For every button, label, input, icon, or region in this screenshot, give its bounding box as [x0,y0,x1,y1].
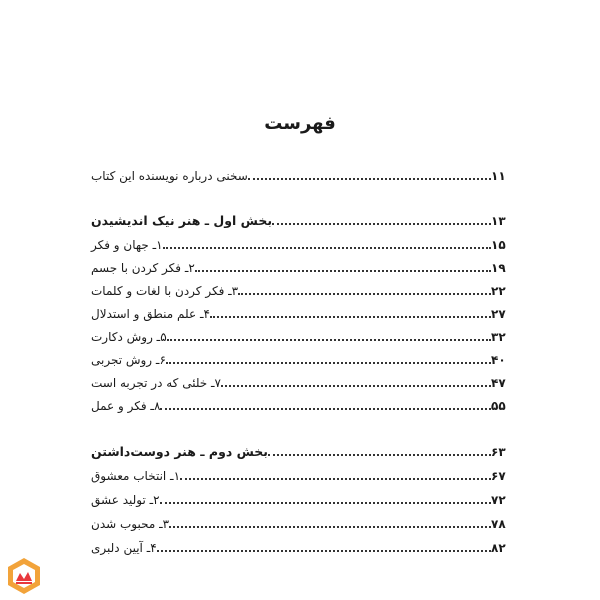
dot-leader [268,454,491,456]
toc-entry-label: ۱ـ جهان و فکر [91,238,163,252]
dot-leader [248,178,491,180]
dot-leader [157,550,491,552]
toc-entry[interactable] [88,534,528,556]
toc-entry-page: ۵۵ [491,399,506,413]
toc-entry-page: ۴۷ [491,376,506,390]
toc-entry-page: ۲۲ [491,284,506,298]
dot-leader [238,293,491,295]
toc-entry-label: ۸ـ فکر و عمل [91,399,161,413]
dot-leader [163,247,491,249]
toc-entry-page: ۸۲ [491,541,506,555]
dot-leader [167,339,491,341]
toc-entry-page: ۱۵ [491,238,506,252]
toc-entry-label: ۳ـ محبوب شدن [91,517,170,531]
toc-entry-page: ۷۲ [491,493,506,507]
dot-leader [166,362,491,364]
toc-entry-intro[interactable] [88,162,528,184]
toc-entry[interactable] [88,323,528,345]
toc-entry-label: ۷ـ خلئی که در تجربه است [91,376,221,390]
toc-entry-label: ۴ـ آیین دلبری [91,541,157,555]
dot-leader [272,223,491,225]
toc-entry-page: ۲۷ [491,307,506,321]
toc-entry-page: ۶۳ [491,445,506,459]
toc-entry[interactable] [88,300,528,322]
toc-entry-page: ۱۱ [491,169,506,183]
toc-entry-label: ۲ـ فکر کردن با جسم [91,261,195,275]
toc-entry[interactable] [88,486,528,508]
toc-entry-label: ۲ـ تولید عشق [91,493,160,507]
toc-section-part1[interactable] [88,207,528,229]
toc-entry-page: ۴۰ [491,353,506,367]
toc-entry[interactable] [88,277,528,299]
toc-entry[interactable] [88,392,528,414]
toc-entry-label: سخنی درباره نویسنده این کتاب [91,169,248,183]
toc-entry-label: ۶ـ روش تجربی [91,353,166,367]
dot-leader [160,502,491,504]
dot-leader [195,270,491,272]
toc-entry-label: ۴ـ علم منطق و استدلال [91,307,210,321]
toc-entry[interactable] [88,231,528,253]
toc-section-part2[interactable] [88,438,528,460]
toc-entry[interactable] [88,346,528,368]
toc-entry-label: ۱ـ انتخاب معشوق [91,469,181,483]
toc-entry-label: ۵ـ روش دکارت [91,330,167,344]
dot-leader [160,408,491,410]
toc-section-label: بخش دوم ـ هنر دوست‌داشتن [91,444,268,459]
toc-entry-page: ۱۹ [491,261,506,275]
toc-entry-page: ۱۳ [491,214,506,228]
toc-entry-page: ۶۷ [491,469,506,483]
dot-leader [169,526,491,528]
toc-entry[interactable] [88,254,528,276]
toc-entry-page: ۷۸ [491,517,506,531]
toc-entry-label: ۳ـ فکر کردن با لغات و کلمات [91,284,239,298]
toc-entry[interactable] [88,510,528,532]
page-title: فهرست [264,113,336,134]
toc-entry[interactable] [88,462,528,484]
toc-section-label: بخش اول ـ هنر نیک اندیشیدن [91,213,273,228]
dot-leader [210,316,491,318]
hexagon-logo-icon [4,556,44,596]
dot-leader [221,385,491,387]
toc-entry[interactable] [88,369,528,391]
dot-leader [180,478,491,480]
toc-entry-page: ۳۲ [491,330,506,344]
